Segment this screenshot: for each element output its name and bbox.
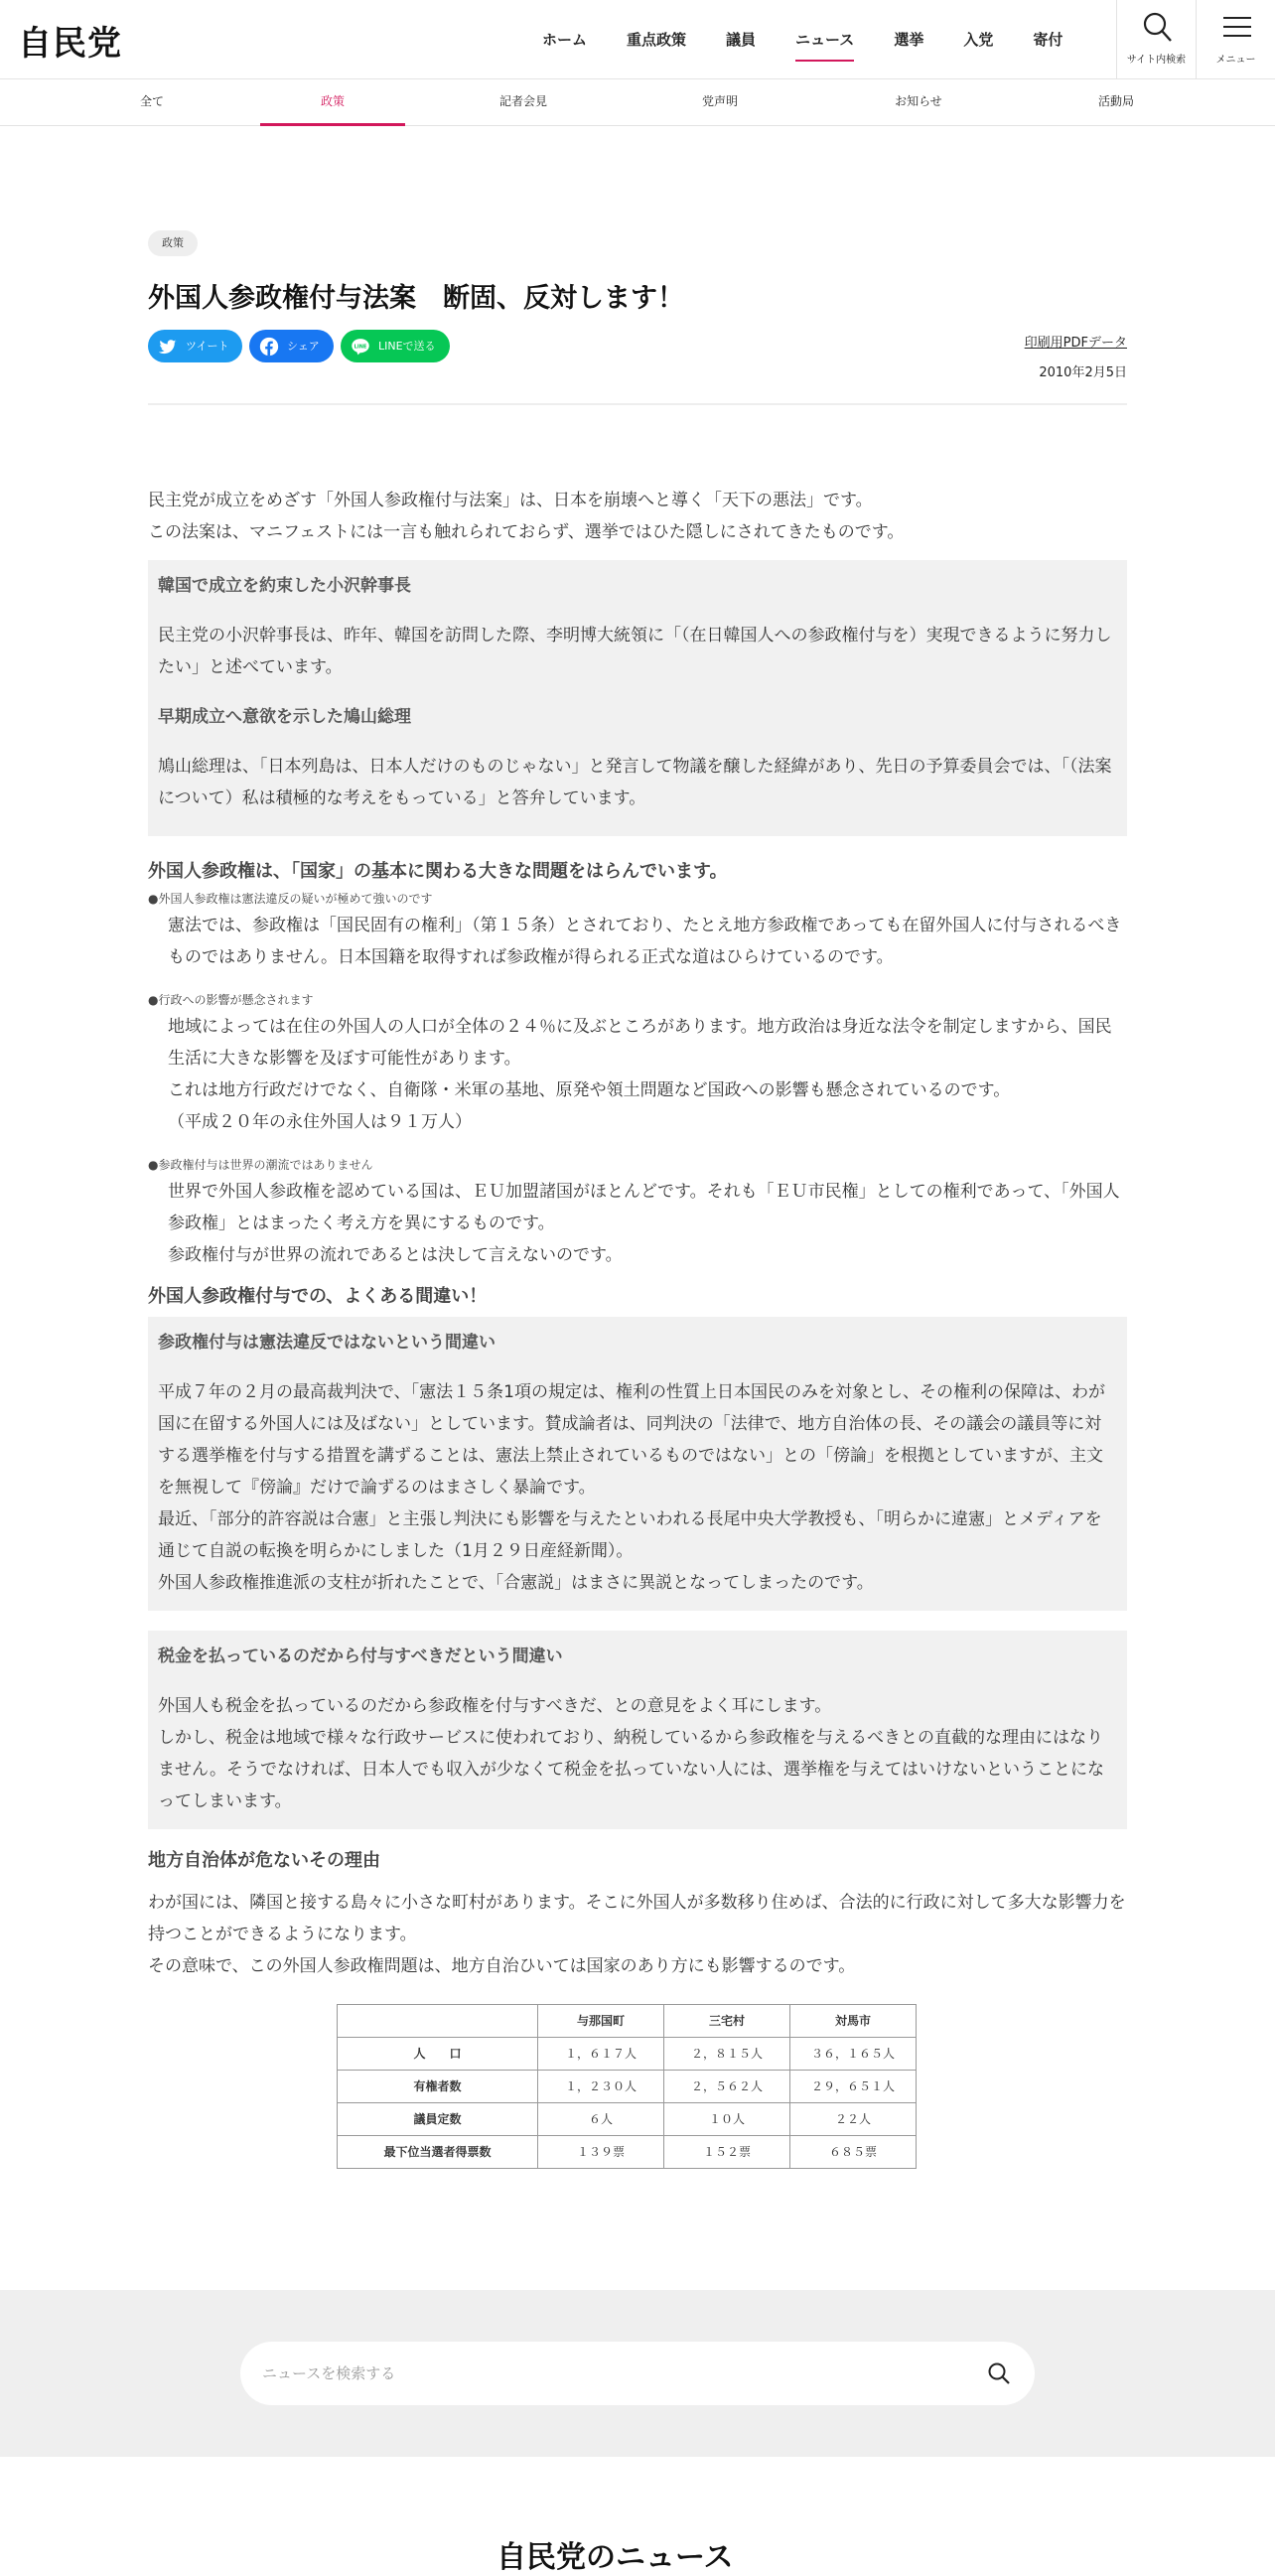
line-send-button[interactable]: [341, 330, 450, 362]
table-header-cell: 対馬市: [790, 2005, 917, 2038]
category-press-conference[interactable]: 記者会見: [498, 94, 547, 108]
box-text-hatoyama: 鳩山総理は、「日本列島は、日本人だけのものじゃない」と発言して物議を醸した経緯があり、先日の予算委員会では、「（法案について）私は積極的な考えをもっている」と答弁しています。: [158, 757, 1112, 808]
municipality-table: [337, 2004, 917, 2169]
svg-text:LINE: LINE: [354, 344, 367, 351]
table-cell: １０人: [664, 2103, 790, 2136]
site-header: [0, 0, 1275, 79]
misconception-text-constitution-2: 最近、「部分的許容説は合憲」と主張し判決にも影響を与えたといわれる長尾中央大学教授も、「明らかに違憲」とメディアを通じて自説の転換を明らかにしました（1月２９日産経新聞）。: [158, 1509, 1102, 1561]
facebook-share-label: シェア: [287, 340, 320, 353]
misconception-text-tax-1: 外国人も税金を払っているのだから参政権を付与すべきだ、との意見をよく耳にします。: [158, 1696, 832, 1716]
site-search-caption: サイト内検索: [1126, 55, 1187, 66]
misconception-title-tax: 税金を払っているのだから付与すべきだという間違い: [158, 1646, 563, 1666]
facebook-icon: [259, 337, 279, 357]
line-send-label: LINEで送る: [378, 340, 436, 353]
table-cell: 議員定数: [338, 2103, 538, 2136]
bullet-world-trend: ●参政権付与は世界の潮流ではありません: [148, 1158, 373, 1172]
category-policy[interactable]: 政策: [260, 80, 405, 126]
news-search-box: [240, 2342, 1035, 2405]
box-heading-hatoyama: 早期成立へ意欲を示した鳩山総理: [158, 707, 411, 727]
category-tag[interactable]: 政策: [148, 230, 198, 256]
news-search-input[interactable]: [262, 2358, 957, 2389]
print-pdf-link[interactable]: 印刷用PDFデータ: [1024, 336, 1127, 351]
local-government-text-2: その意味で、この外国人参政権問題は、地方自治ひいては国家のあり方にも影響するのです。: [148, 1956, 856, 1976]
table-cell: １，６１７人: [538, 2038, 664, 2071]
text-administration-1: 地域によっては在住の外国人の人口が全体の２４％に及ぶところがあります。地方政治は身近な法令を制定しますから、国民生活に大きな影響を及ぼす可能性があります。: [168, 1017, 1112, 1069]
table-cell: 最下位当選者得票数: [338, 2136, 538, 2169]
intro-line-2: この法案は、マニフェストには一言も触れられておらず、選挙ではひた隠しにされてきたものです。: [148, 522, 905, 542]
search-icon[interactable]: [987, 2361, 1011, 2385]
table-cell: ２９，６５１人: [790, 2071, 917, 2103]
category-statement[interactable]: 党声明: [701, 94, 738, 108]
bullet-administration: ●行政への影響が懸念されます: [148, 993, 314, 1007]
hamburger-icon: [1222, 12, 1252, 42]
misconception-text-constitution-3: 外国人参政権推進派の支柱が折れたことで、「合憲説」はまさに異説となってしまったのです。: [158, 1573, 874, 1593]
tweet-button[interactable]: [148, 330, 242, 362]
table-header-cell: [338, 2005, 538, 2038]
misconception-text-constitution-1: 平成７年の２月の最高裁判決で、「憲法１５条1項の規定は、権利の性質上日本国民のみを対象とし、その権利の保障は、わが国に在留する外国人には及ばない」としています。賛成論者は、同判決の「法律で、地方自治体の長、その議会の議員等に対する選挙権を付与する措置を講ずることは、憲法上禁止されているものではない」との「傍論」を根拠としていますが、主文を無視して『傍論』だけで論ずるのはまさしく暴論です。: [158, 1382, 1105, 1498]
nav-donate[interactable]: 寄付: [1033, 31, 1063, 49]
box-text-ozawa: 民主党の小沢幹事長は、昨年、韓国を訪問した際、李明博大統領に「（在日韓国人への参政権付与を）実現できるように努力したい」と述べています。: [158, 626, 1112, 677]
nav-election[interactable]: 選挙: [894, 31, 924, 49]
politicians-box: [148, 560, 1127, 836]
site-logo[interactable]: 自民党: [18, 24, 122, 64]
table-row: [338, 2136, 917, 2169]
table-cell: ６８５票: [790, 2136, 917, 2169]
table-cell: ２２人: [790, 2103, 917, 2136]
nav-join[interactable]: 入党: [963, 31, 994, 49]
site-search-button[interactable]: [1116, 0, 1196, 79]
article-body: [148, 485, 1127, 2169]
box-heading-ozawa: 韓国で成立を約束した小沢幹事長: [158, 576, 411, 596]
twitter-bird-icon: [158, 337, 178, 357]
misconception-box-constitution: [148, 1317, 1127, 1611]
table-header-cell: 与那国町: [538, 2005, 664, 2038]
category-notice[interactable]: お知らせ: [895, 94, 942, 108]
misconception-title-constitution: 参政権付与は憲法違反ではないという間違い: [158, 1333, 496, 1353]
line-icon: [351, 337, 370, 357]
table-cell: １３９票: [538, 2136, 664, 2169]
section-heading-misconceptions: 外国人参政権付与での、よくある間違い！: [148, 1286, 488, 1307]
intro-line-1: 民主党が成立をめざす「外国人参政権付与法案」は、日本を崩壊へと導く「天下の悪法」です。: [148, 491, 873, 510]
table-header-cell: 三宅村: [664, 2005, 790, 2038]
table-row: [338, 2103, 917, 2136]
text-administration-2: これは地方行政だけでなく、自衛隊・米軍の基地、原発や領土問題など国政への影響も懸念されているのです。: [168, 1080, 1011, 1100]
bullet-unconstitutional: ●外国人参政権は憲法違反の疑いが極めて強いのです: [148, 892, 433, 906]
publish-date: 2010年2月5日: [1039, 365, 1127, 380]
nav-policy[interactable]: 重点政策: [627, 31, 687, 49]
table-cell: ６人: [538, 2103, 664, 2136]
text-world-trend-1: 世界で外国人参政権を認めている国は、ＥＵ加盟諸国がほとんどです。それも「ＥＵ市民権」としての権利であって、「外国人参政権」とはまったく考え方を異にするものです。: [168, 1182, 1120, 1233]
search-icon: [1143, 12, 1173, 44]
local-government-text-1: わが国には、隣国と接する島々に小さな町村があります。そこに外国人が多数移り住めば、合法的に行政に対して多大な影響力を持つことができるようになります。: [148, 1893, 1126, 1944]
table-cell: 有権者数: [338, 2071, 538, 2103]
table-cell: ３６，１６５人: [790, 2038, 917, 2071]
news-search-section: [0, 2290, 1275, 2457]
text-world-trend-2: 参政権付与が世界の流れであるとは決して言えないのです。: [168, 1245, 623, 1265]
table-cell: ２，８１５人: [664, 2038, 790, 2071]
divider: [148, 403, 1127, 405]
menu-button[interactable]: [1196, 0, 1275, 79]
facebook-share-button[interactable]: [249, 330, 334, 362]
section-heading-local-government: 地方自治体が危ないその理由: [148, 1850, 380, 1871]
nav-news[interactable]: ニュース: [795, 0, 854, 79]
section-heading-national-issue: 外国人参政権は、「国家」の基本に関わる大きな問題をはらんでいます。: [148, 861, 728, 882]
menu-caption: メニュー: [1215, 55, 1256, 66]
table-cell: 人 口: [338, 2038, 538, 2071]
misconception-box-tax: [148, 1631, 1127, 1829]
table-header-row: [338, 2005, 917, 2038]
table-row: [338, 2071, 917, 2103]
news-category-nav: [0, 80, 1275, 126]
footer-section-heading: 自民党のニュース: [496, 2540, 734, 2575]
nav-home[interactable]: ホーム: [542, 31, 588, 49]
misconception-text-tax-2: しかし、税金は地域で様々な行政サービスに使われており、納税しているから参政権を与えるべきとの直截的な理由にはなりません。そうでなければ、日本人でも収入が少なくて税金を払っていない人には、選挙権を与えてはいけないということになってしまいます。: [158, 1728, 1105, 1811]
table-row: [338, 2038, 917, 2071]
nav-members[interactable]: 議員: [726, 31, 757, 49]
article-title: 外国人参政権付与法案 断固、反対します！: [148, 283, 684, 314]
text-unconstitutional: 憲法では、参政権は「国民固有の権利」（第１５条）とされており、たとえ地方参政権であっても在留外国人に付与されるべきものではありません。日本国籍を取得すれば参政権が得られる正式な道はひらけているのです。: [168, 916, 1122, 967]
table-cell: １５２票: [664, 2136, 790, 2169]
table-cell: １，２３０人: [538, 2071, 664, 2103]
text-administration-3: （平成２０年の永住外国人は９１万人）: [168, 1112, 472, 1132]
tweet-label: ツイート: [186, 340, 229, 353]
category-activities[interactable]: 活動局: [1097, 94, 1134, 108]
table-cell: ２，５６２人: [664, 2071, 790, 2103]
category-all[interactable]: 全て: [139, 94, 164, 108]
global-nav: [542, 0, 1102, 79]
